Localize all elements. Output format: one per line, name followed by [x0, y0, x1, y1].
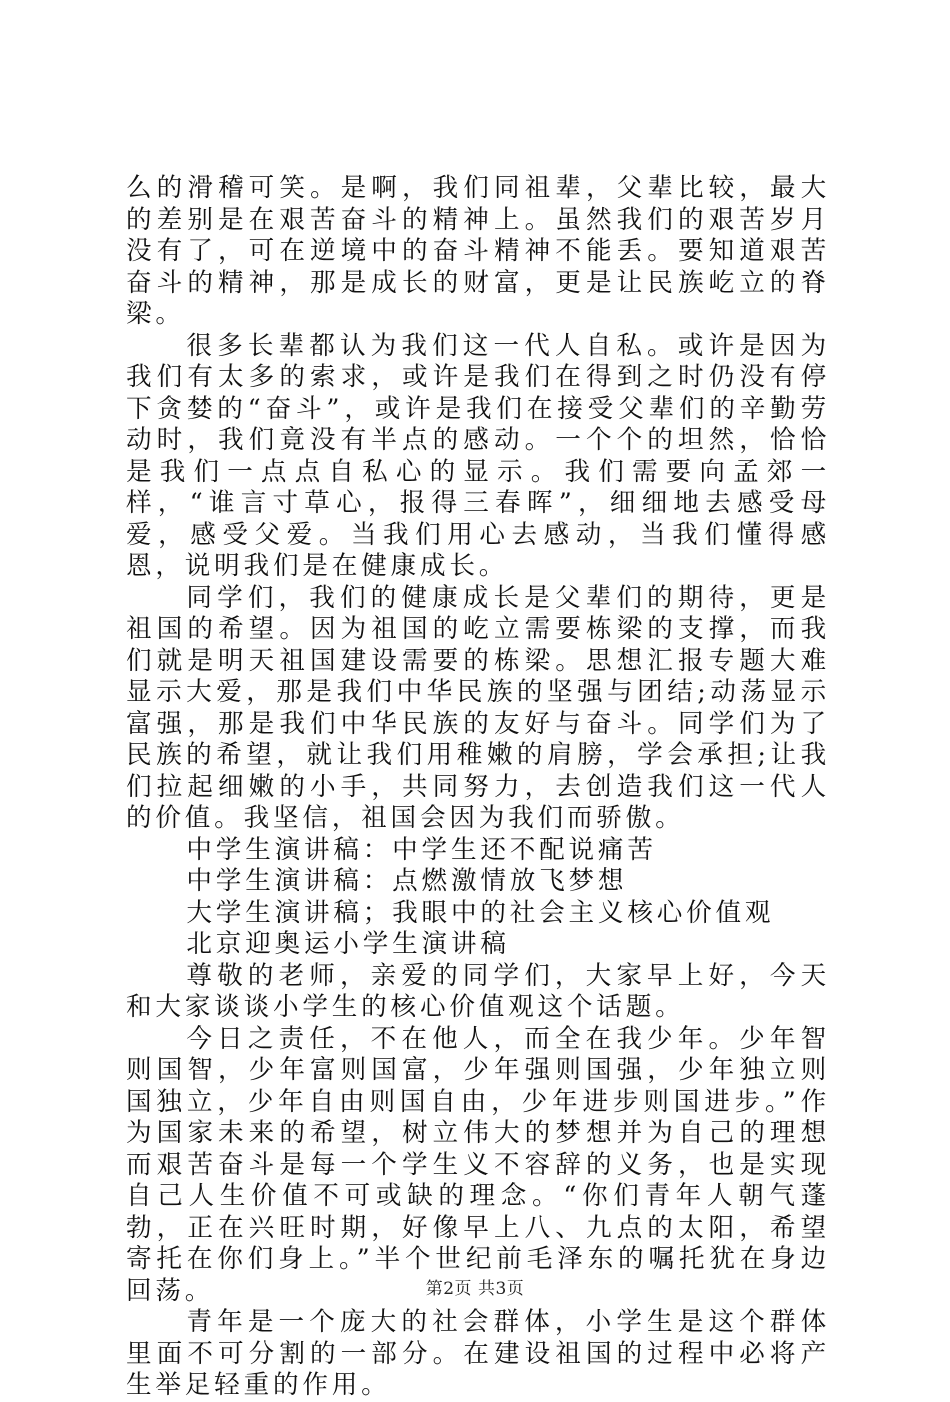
related-title-1: 中学生演讲稿：中学生还不配说痛苦 [186, 834, 657, 865]
page-number-footer: 第2页 共3页 [425, 1279, 525, 1299]
document-body [126, 173, 830, 1402]
paragraph-5: 青年是一个庞大的社会群体，小学生是这个群体里面不可分割的一部分。在建设祖国的过程中必将产生举足轻重的作用。 [126, 1307, 830, 1400]
paragraph-4: 今日之责任，不在他人，而全在我少年。少年智则国智，少年富则国富，少年强则国强，少年独立则国独立，少年自由则国自由，少年进步则国进步。”作为国家未来的希望，树立伟大的梦想并为自己的理想而艰苦奋斗是每一个学生义不容辞的义务，也是实现自己人生价值不可或缺的理念。“你们青年人朝气蓬勃，正在兴旺时期，好像早上八、九点的太阳，希望寄托在你们身上。”半个世纪前毛泽东的嘱托犹在身边回荡。 [126, 1023, 830, 1306]
related-title-3: 大学生演讲稿；我眼中的社会主义核心价值观 [186, 897, 775, 928]
paragraph-2: 很多长辈都认为我们这一代人自私。或许是因为我们有太多的索求，或许是我们在得到之时仍没有停下贪婪的“奋斗”，或许是我们在接受父辈们的辛勤劳动时，我们竟没有半点的感动。一个个的坦然，恰恰是我们一点点自私心的显示。我们需要向孟郊一样，“谁言寸草心，报得三春晖”，细细地去感受母爱，感受父爱。当我们用心去感动，当我们懂得感恩，说明我们是在健康成长。 [126, 330, 830, 581]
related-title-2: 中学生演讲稿：点燃激情放飞梦想 [186, 866, 628, 896]
paragraph-greeting: 尊敬的老师，亲爱的同学们，大家早上好，今天和大家谈谈小学生的核心价值观这个话题。 [126, 960, 830, 1022]
paragraph-1: 么的滑稽可笑。是啊，我们同祖辈，父辈比较，最大的差别是在艰苦奋斗的精神上。虽然我们的艰苦岁月没有了，可在逆境中的奋斗精神不能丢。要知道艰苦奋斗的精神，那是成长的财富，更是让民族屹立的脊梁。 [126, 173, 830, 329]
related-title-4: 北京迎奥运小学生演讲稿 [186, 929, 510, 959]
paragraph-3: 同学们，我们的健康成长是父辈们的期待，更是祖国的希望。因为祖国的屹立需要栋梁的支撑，而我们就是明天祖国建设需要的栋梁。思想汇报专题大难显示大爱，那是我们中华民族的坚强与团结;动荡显示富强，那是我们中华民族的友好与奋斗。同学们为了民族的希望，就让我们用稚嫩的肩膀，学会承担;让我们拉起细嫩的小手，共同努力，去创造我们这一代人的价值。我坚信，祖国会因为我们而骄傲。 [126, 582, 830, 833]
